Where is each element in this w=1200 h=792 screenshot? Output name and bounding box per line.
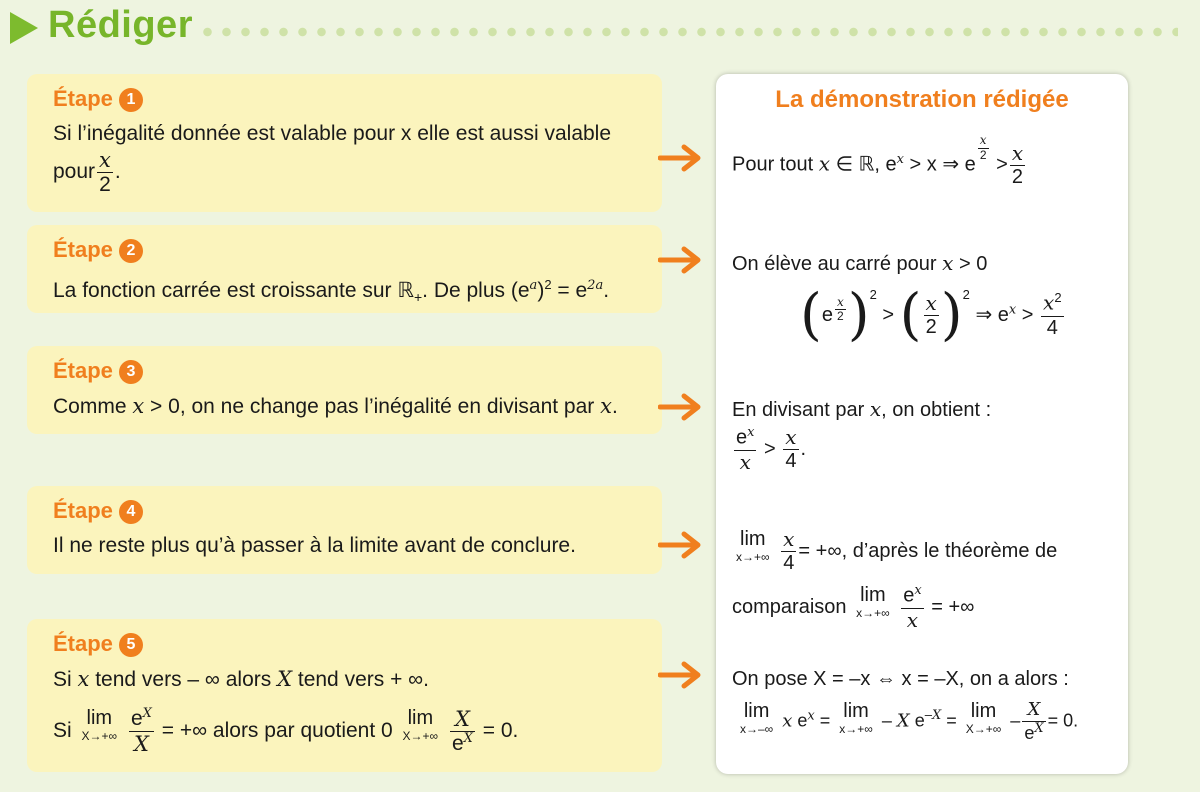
step-number-badge: 2 — [119, 239, 143, 263]
step-number-badge: 1 — [119, 88, 143, 112]
demo-line-3-formula: $\frac{e^x}{x}$ > $\frac{x}{4}$ . — [736, 425, 807, 474]
panel-title: La démonstration rédigée — [775, 86, 1069, 113]
demo-line-4: lim x→+∞ $\frac{x}{4}$ = +∞, d’après le théorème de — [736, 527, 1058, 574]
step-card-2 — [27, 225, 662, 313]
step-text: Si l’inégalité donnée est valable pour x elle est aussi valable — [53, 122, 612, 145]
step-heading: Étape 5 — [53, 631, 143, 657]
arrow-right-icon — [658, 245, 704, 275]
step-number-badge: 3 — [119, 360, 143, 384]
section-title: Rédiger — [48, 4, 193, 46]
dotted-rule — [198, 26, 1178, 38]
step-card-4 — [27, 486, 662, 574]
step-text: La fonction carrée est croissante sur ℝ$_+$. De plus $(e^a)^2 = e^{2a}$. — [53, 277, 610, 306]
step-heading: Étape 2 — [53, 237, 143, 263]
step-card-1 — [27, 74, 662, 212]
step-text: Il ne reste plus qu’à passer à la limite avant de conclure. — [53, 534, 576, 557]
arrow-right-icon — [658, 143, 704, 173]
demo-line-2: On élève au carré pour x > 0 — [732, 251, 988, 275]
play-triangle-icon — [10, 12, 38, 44]
step-text: Si x tend vers – ∞ alors X tend vers + ∞. — [53, 667, 429, 691]
step-text-2: pour $\frac{x}{2}$ . — [53, 148, 121, 197]
step-card-3 — [27, 346, 662, 434]
arrow-right-icon — [658, 530, 704, 560]
step-text-2: Si lim X→+∞ $\frac{e^X}{X}$ = +∞ alors par quotient 0 lim X→+∞ $\frac{X}{e^X}$ = 0. — [53, 706, 519, 757]
step-heading: Étape 1 — [53, 86, 143, 112]
demo-line-3: En divisant par x, on obtient : — [732, 397, 992, 421]
step-text: Comme x > 0, on ne change pas l’inégalité en divisant par x. — [53, 394, 618, 418]
arrow-right-icon — [658, 392, 704, 422]
section-header — [0, 0, 1200, 60]
demo-line-2-formula: (e $^{\frac{x}{2}}$ )$^2$ > ( $\frac{x}{2}$ )$^2$ ⇒ $e^x$ > $\frac{x^2}{4}$ — [800, 282, 1062, 348]
arrow-right-icon — [658, 660, 704, 690]
demo-line-5-formula: lim x→–∞ x $e^x$ = lim x→+∞ – X $e^{-X}$ = lim X→+∞ – $\frac{X}{e^X}$ = 0. — [740, 699, 1079, 743]
demo-line-4b: comparaison lim x→+∞ $\frac{e^x}{x}$ = +∞ — [732, 583, 975, 632]
demo-line-5: On pose X = –x ⇔ x = –X, on a alors : — [732, 668, 1069, 690]
step-heading: Étape 3 — [53, 358, 143, 384]
demo-line-1: Pour tout x ∈ ℝ, $e^x > x$ ⇒ e $^{\frac{x}{2}}$ > $\frac{x}{2}$ — [732, 133, 1024, 188]
step-number-badge: 5 — [119, 633, 143, 657]
step-card-5 — [27, 619, 662, 772]
step-number-badge: 4 — [119, 500, 143, 524]
step-heading: Étape 4 — [53, 498, 143, 524]
